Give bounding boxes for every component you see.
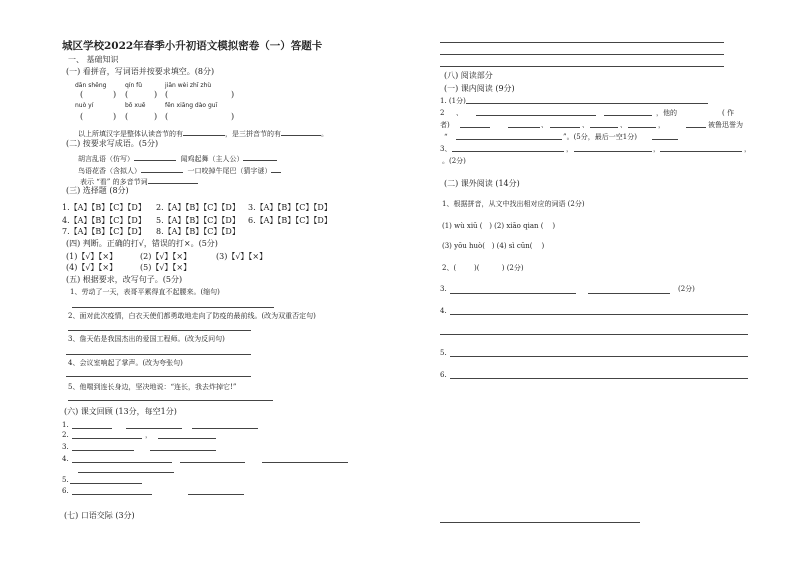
rewrite-1: 1、劳动了一天，表哥平累得直不起腰来。(缩句) (70, 288, 220, 296)
pinyin-prompt: (1) wù xiū ( (442, 222, 483, 230)
answer-line[interactable] (72, 438, 142, 439)
choice-4[interactable]: 4.【A】【B】【C】【D】 (62, 216, 146, 225)
ext-2-c: ) (2分) (501, 264, 524, 272)
idiom-prompt: 鸟语花香（含拟人） (78, 167, 141, 175)
ext-1: 1、根据拼音，从文中找出相对应的词语 (2分) (442, 200, 585, 208)
answer-blank[interactable] (271, 165, 281, 173)
part2-heading: (二) 课外阅读 (14分) (444, 179, 520, 188)
recall-4-label: 4. (62, 455, 69, 463)
judge-2[interactable]: (2)【√】【×】 (140, 252, 192, 261)
answer-line[interactable] (508, 127, 540, 128)
paren: ) (231, 112, 235, 121)
sep: ， (653, 145, 660, 153)
q6-heading: (六) 课文回顾 (13分，每空1分) (64, 407, 177, 416)
ext-6: 6. (440, 371, 447, 379)
ext-1-row1 (442, 223, 555, 230)
idiom-row-1 (78, 153, 277, 163)
paren: ( (125, 90, 129, 99)
paren: ( (80, 112, 84, 121)
q1-note-c: 。 (321, 130, 328, 138)
read-2-end: 被鲁迅誉为 (708, 121, 743, 129)
ext-4: 4. (440, 307, 447, 315)
paren: ) (154, 90, 158, 99)
idiom-prompt: 闻鸡起舞（主人公） (180, 155, 244, 163)
choice-8[interactable]: 8.【A】【B】【C】【D】 (156, 227, 240, 236)
idiom-row-3 (80, 176, 198, 186)
pinyin-prompt: ) (2) xiāo qian ( (489, 222, 544, 230)
answer-line[interactable] (150, 450, 216, 451)
answer-line[interactable] (188, 494, 244, 495)
pinyin-prompt: ) (4) sì cūn( (491, 242, 533, 250)
idiom-prompt: 表示 “看” 的多音节词 (80, 178, 148, 186)
answer-line[interactable] (180, 462, 245, 463)
answer-line[interactable] (72, 494, 152, 495)
idiom-row-2 (78, 165, 281, 175)
choice-1[interactable]: 1.【A】【B】【C】【D】 (62, 203, 146, 212)
answer-line[interactable] (126, 428, 182, 429)
paren: ) (541, 242, 545, 250)
answer-line[interactable] (660, 151, 742, 152)
rewrite-2: 2、面对此次疫情，白衣天使们都勇敢地走向了防疫的最前线。(改为双重否定句) (68, 312, 316, 320)
answer-line[interactable] (158, 438, 216, 439)
recall-6-label: 6. (62, 487, 69, 495)
answer-line[interactable] (652, 139, 678, 140)
choice-3[interactable]: 3.【A】【B】【C】【D】 (248, 203, 332, 212)
pinyin-1: dān shēng (75, 82, 107, 89)
answer-line[interactable] (440, 334, 748, 335)
paren: ) (113, 112, 117, 121)
judge-4[interactable]: (4)【√】【×】 (66, 263, 118, 272)
recall-5-label: 5. (62, 476, 69, 484)
ext-3-end: (2分) (678, 285, 695, 293)
judge-1[interactable]: (1)【√】【×】 (66, 252, 118, 261)
ext-2-b: )( (474, 264, 480, 272)
answer-blank[interactable] (134, 153, 176, 161)
answer-line[interactable] (72, 428, 112, 429)
paren: ) (552, 222, 556, 230)
answer-line[interactable] (590, 127, 618, 128)
judge-3[interactable]: (3)【√】【×】 (216, 252, 268, 261)
answer-line[interactable] (70, 483, 142, 484)
paren: ( (165, 112, 169, 121)
read-quote-open: “ (444, 133, 448, 141)
pinyin-2: qín fǔ (125, 82, 143, 89)
answer-line[interactable] (66, 354, 251, 355)
answer-blank[interactable] (183, 128, 225, 136)
answer-line[interactable] (456, 139, 562, 140)
answer-blank[interactable] (141, 165, 183, 173)
ext-1-row2 (442, 243, 544, 250)
rewrite-4: 4、会议室响起了掌声。(改为夸张句) (68, 359, 183, 367)
read-2-zuo: ( 作 (722, 109, 734, 117)
answer-line[interactable] (476, 115, 596, 116)
paren: ) (113, 90, 117, 99)
answer-line[interactable] (72, 307, 274, 308)
read-2-zhe: 者) (440, 121, 450, 129)
answer-blank[interactable] (148, 176, 198, 184)
pinyin-prompt: (3) yōu huò( (442, 242, 486, 250)
q3-heading: (三) 选择题 (8分) (66, 186, 129, 195)
q2-heading: (二) 按要求写成语。(5分) (66, 139, 159, 148)
answer-line[interactable] (604, 115, 652, 116)
recall-2-label: 2. (62, 431, 69, 439)
idiom-prompt: 胡言乱语（仿写） (78, 155, 134, 163)
sep: ， (658, 121, 665, 129)
q7-heading: (七) 口语交际 (3分) (64, 511, 135, 520)
choice-7[interactable]: 7.【A】【B】【C】【D】 (62, 227, 146, 236)
answer-line[interactable] (440, 66, 724, 67)
ext-2 (442, 265, 524, 272)
answer-line[interactable] (450, 356, 748, 357)
q5-heading: (五) 根据要求，改写句子。(5分) (66, 275, 183, 284)
read-3: 3、 (440, 145, 452, 153)
answer-line[interactable] (72, 450, 134, 451)
paren: ( (165, 90, 169, 99)
read-2-num: 2 (440, 109, 445, 117)
read-2-comma: 、 (456, 109, 463, 117)
sep: ， (566, 145, 573, 153)
answer-line[interactable] (452, 151, 564, 152)
rewrite-3: 3、詹天佑是我国杰出的爱国工程师。(改为反问句) (68, 335, 225, 343)
answer-line[interactable] (440, 42, 724, 43)
answer-line[interactable] (68, 400, 273, 401)
answer-line[interactable] (78, 472, 174, 473)
choice-6[interactable]: 6.【A】【B】【C】【D】 (248, 216, 332, 225)
paren: ( (80, 90, 84, 99)
pinyin-4: nuò yí (75, 102, 94, 109)
answer-line[interactable] (450, 378, 748, 379)
read-2-mid: ，他的 (656, 109, 677, 117)
sep: ， (744, 145, 751, 153)
ext-2-a: 2、( (442, 264, 457, 272)
read-1: 1. (1分) (440, 97, 466, 105)
answer-line[interactable] (686, 127, 706, 128)
q8-heading: (八) 阅读部分 (444, 71, 493, 80)
answer-line[interactable] (628, 127, 656, 128)
idiom-prompt: 一口咬掉牛尾巴（猜字谜） (187, 167, 272, 175)
answer-line[interactable] (460, 127, 490, 128)
recall-comma: ， (145, 431, 152, 439)
sep: 、 (582, 121, 589, 129)
paren: ) (231, 90, 235, 99)
paren: ) (154, 112, 158, 121)
answer-blank[interactable] (281, 128, 321, 136)
pinyin-6: fēn xiāng dào guī (165, 102, 218, 109)
sep: 、 (541, 121, 548, 129)
recall-3-label: 3. (62, 443, 69, 451)
answer-line[interactable] (574, 151, 652, 152)
answer-line[interactable] (72, 462, 172, 463)
answer-line[interactable] (450, 314, 748, 315)
read-quote-close: ”。(5分，最后一空1分) (563, 133, 637, 141)
choice-5[interactable]: 5.【A】【B】【C】【D】 (156, 216, 240, 225)
answer-line[interactable] (262, 462, 348, 463)
section-basic: 一、 基础知识 (68, 55, 119, 64)
judge-5[interactable]: (5)【√】【×】 (140, 263, 192, 272)
part1-heading: (一) 课内阅读 (9分) (444, 84, 515, 93)
answer-line[interactable] (588, 293, 670, 294)
sep: 、 (620, 121, 627, 129)
answer-line[interactable] (450, 293, 576, 294)
paren: ( (125, 112, 129, 121)
page-title: 城区学校2022年春季小升初语文模拟密卷（一）答题卡 (62, 40, 323, 52)
answer-line[interactable] (66, 376, 251, 377)
answer-blank[interactable] (243, 153, 277, 161)
pinyin-3: jiān wèi zhī zhù (165, 82, 212, 89)
q4-heading: (四) 判断。正确的打√，错误的打×。(5分) (66, 239, 218, 248)
ext-5: 5. (440, 349, 447, 357)
answer-line[interactable] (68, 330, 251, 331)
read-3-end: 。(2分) (442, 157, 466, 165)
pinyin-5: bō xuē (125, 102, 146, 109)
recall-1-label: 1. (62, 421, 69, 429)
answer-line[interactable] (440, 54, 724, 55)
answer-line[interactable] (440, 522, 640, 523)
q1-note (78, 128, 328, 138)
rewrite-5: 5、他喘到连长身边，坚决地说：“连长，我去炸掉它!” (68, 383, 237, 391)
ext-3: 3. (440, 285, 447, 293)
choice-2[interactable]: 2.【A】【B】【C】【D】 (156, 203, 240, 212)
answer-line[interactable] (466, 103, 708, 104)
answer-line[interactable] (550, 127, 580, 128)
q1-note-b: ，是三拼音节的有 (225, 130, 281, 138)
q1-heading: (一) 看拼音，写词语并按要求填空。(8分) (66, 67, 215, 76)
answer-line[interactable] (192, 428, 258, 429)
q1-note-a: 以上所填汉字是整体认读音节的有 (78, 130, 183, 138)
